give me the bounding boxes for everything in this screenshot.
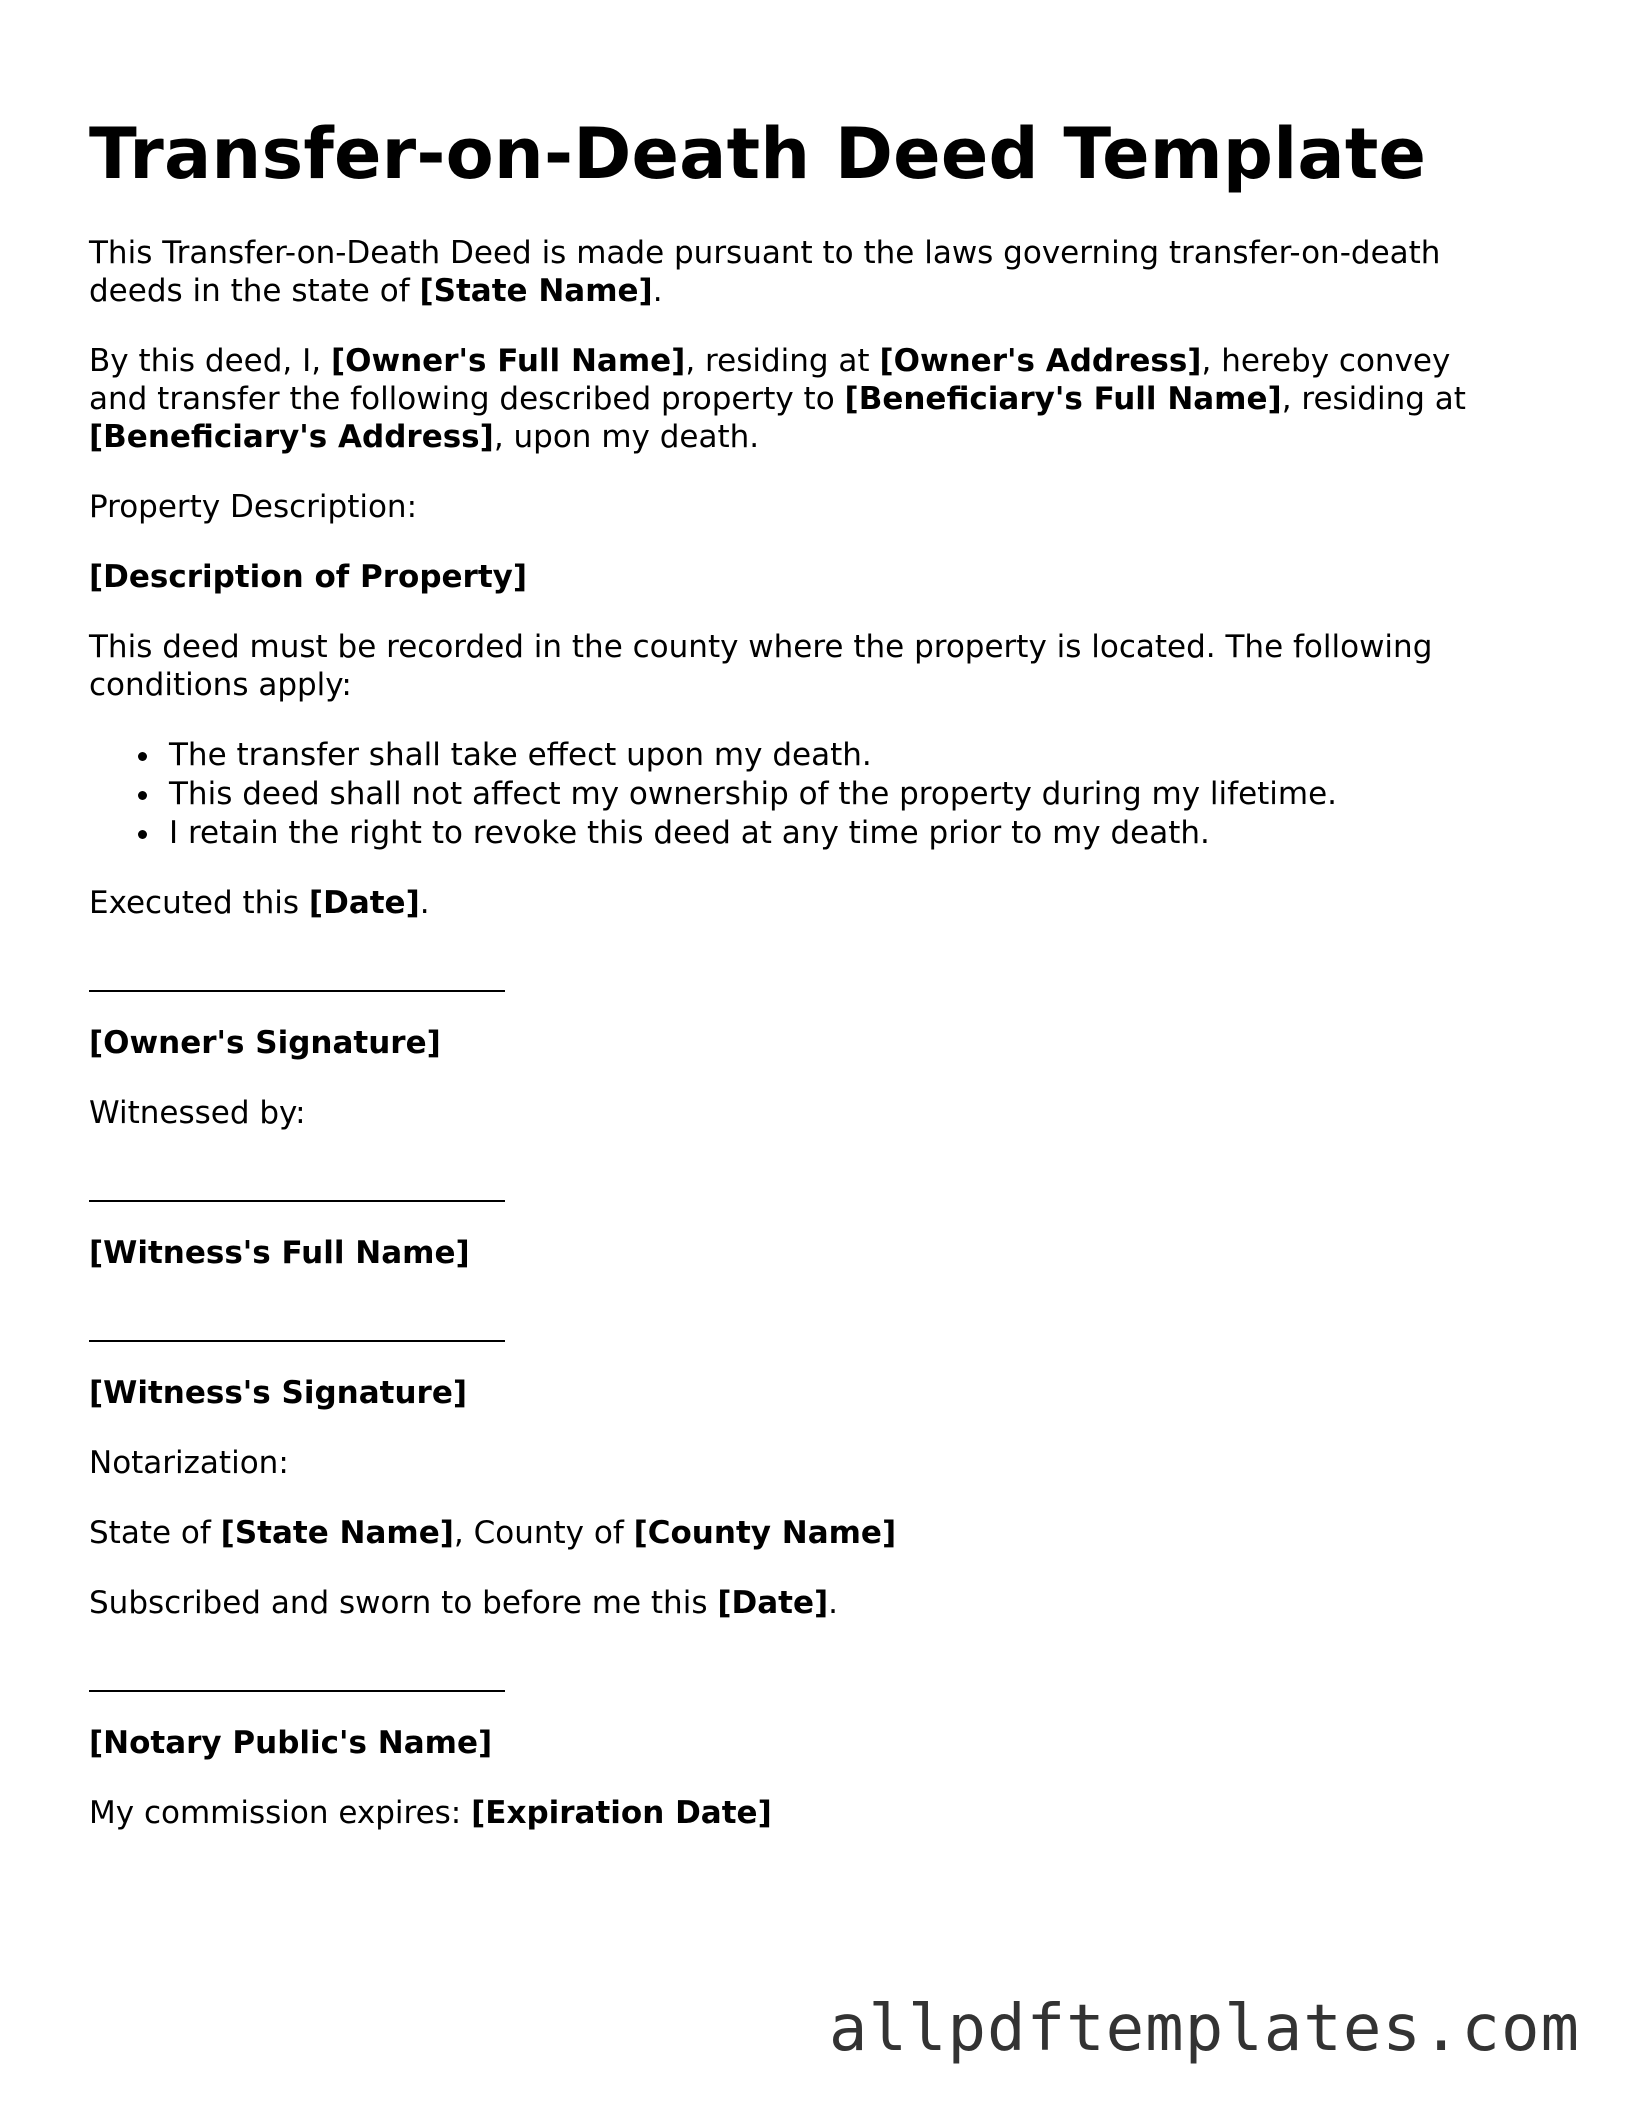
beneficiary-name-placeholder: [Beneficiary's Full Name] [844,381,1282,417]
witness-name-line [89,1200,505,1202]
recording-line-1: This deed must be recorded in the county where the property is located. The following [89,629,1433,665]
list-item: I retain the right to revoke this deed at any time prior to my death. [89,814,1337,853]
witness-name-label: [Witness's Full Name] [89,1235,470,1271]
intro-line-2: deeds in the state of [State Name]. [89,273,663,309]
commission-line: My commission expires: [Expiration Date] [89,1795,772,1831]
owner-address-placeholder: [Owner's Address] [879,343,1202,379]
property-label: Property Description: [89,489,418,525]
list-item: This deed shall not affect my ownership of the property during my lifetime. [89,775,1337,814]
witnessed-by-label: Witnessed by: [89,1095,306,1131]
owner-name-placeholder: [Owner's Full Name] [330,343,686,379]
list-item: The transfer shall take effect upon my death. [89,736,1337,775]
conveyance-line-3: [Beneficiary's Address], upon my death. [89,419,760,455]
notary-signature-line [89,1690,505,1692]
conditions-list [89,736,1337,853]
notary-name-label: [Notary Public's Name] [89,1725,493,1761]
conveyance-line-2: and transfer the following described property to [Beneficiary's Full Name], residing at [89,381,1466,417]
executed-date-placeholder: [Date] [308,885,420,921]
beneficiary-address-placeholder: [Beneficiary's Address] [89,419,494,455]
witness-signature-line [89,1340,505,1342]
property-placeholder: [Description of Property] [89,559,528,595]
notarization-label: Notarization: [89,1445,289,1481]
sworn-date-placeholder: [Date] [717,1585,829,1621]
document-title: Transfer-on-Death Deed Template [89,113,1427,195]
conveyance-line-1: By this deed, I, [Owner's Full Name], residing at [Owner's Address], hereby convey [89,343,1451,379]
owner-signature-line [89,990,505,992]
footer-watermark: allpdftemplates.com [828,1992,1580,2066]
expiration-date-placeholder: [Expiration Date] [471,1795,772,1831]
witness-signature-label: [Witness's Signature] [89,1375,468,1411]
sworn-line: Subscribed and sworn to before me this [Date]. [89,1585,839,1621]
notary-location-line: State of [State Name], County of [County Name] [89,1515,897,1551]
county-placeholder: [County Name] [633,1515,897,1551]
state-placeholder: [State Name] [419,273,653,309]
intro-line-1: This Transfer-on-Death Deed is made pursuant to the laws governing transfer-on-death [89,235,1441,271]
notary-state-placeholder: [State Name] [220,1515,454,1551]
owner-signature-label: [Owner's Signature] [89,1025,441,1061]
recording-line-2: conditions apply: [89,667,352,703]
executed-line: Executed this [Date]. [89,885,430,921]
